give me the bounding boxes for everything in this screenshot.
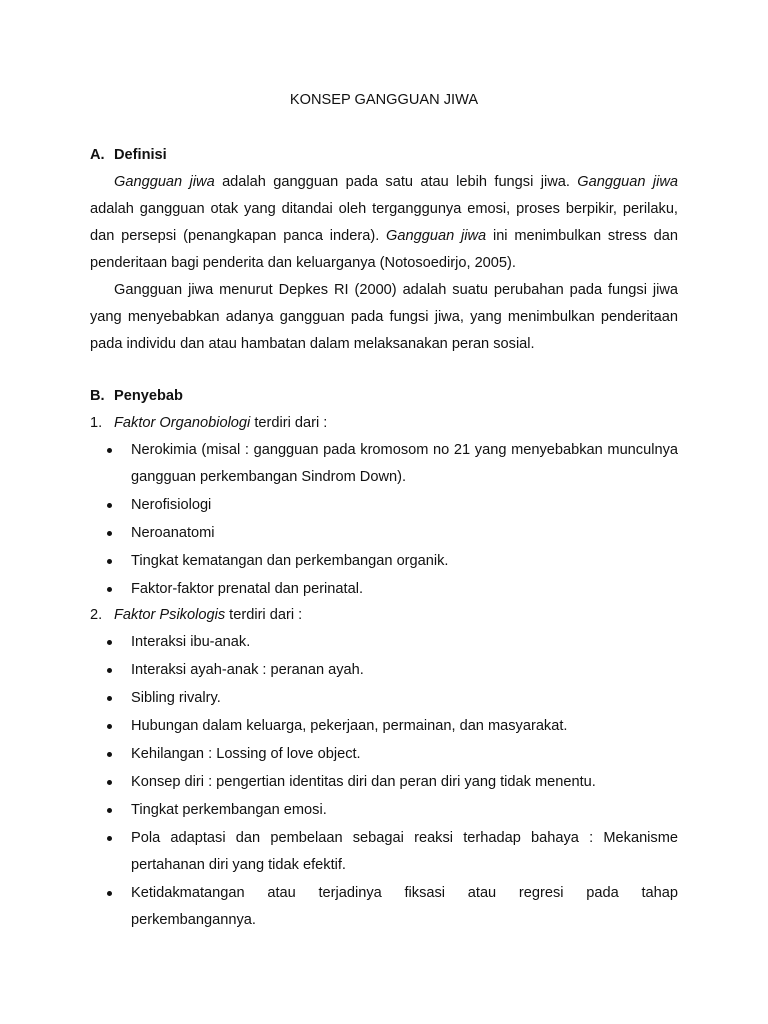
bullet-icon [107,668,112,673]
list-item-text: Neroanatomi [131,525,215,541]
list-item-text-line-2: perkembangannya. [131,912,256,928]
list-item-text: Interaksi ibu-anak. [131,634,251,650]
list-item [90,713,678,740]
definition-text-2: adalah gangguan otak yang ditandai oleh terganggunya emosi, proses berpikir, perilaku, dan persepsi (penangkapan panca indera). [90,201,678,244]
section-b-letter: B. [90,388,105,404]
list-item-text: Nerokimia (misal : gangguan pada kromosom no 21 yang menyebabkan munculnya gangguan perkembangan Sindrom Down). [131,442,678,485]
list-item-text: Nerofisiologi [131,497,212,513]
definition-paragraph-1 [90,169,678,277]
list-item [90,769,678,796]
list-item-text-line-1: Ketidakmatangan atau terjadinya fiksasi atau regresi pada tahap [131,885,678,901]
factor-2-number: 2. [90,607,103,623]
list-item [90,880,678,934]
list-item [90,492,678,519]
definition-text-1: adalah gangguan pada satu atau lebih fungsi jiwa. [214,174,578,190]
definition-text-3: ini menimbulkan stress dan penderitaan bagi penderita dan keluarganya (Notosoedirjo, 2005). [90,228,678,271]
list-item-text: Konsep diri : pengertian identitas diri dan peran diri yang tidak menentu. [131,774,596,790]
factor-1-number: 1. [90,415,103,431]
bullet-icon [107,559,112,564]
section-b-title: Penyebab [114,388,183,404]
list-item [90,797,678,824]
bullet-icon [107,752,112,757]
list-item-text: Hubungan dalam keluarga, pekerjaan, permainan, dan masyarakat. [131,718,568,734]
list-item [90,741,678,768]
list-item-text: Tingkat perkembangan emosi. [131,802,327,818]
bullet-icon [107,780,112,785]
section-a-heading [90,147,167,163]
list-item [90,629,678,656]
factor-1-heading [90,415,327,431]
bullet-icon [107,503,112,508]
section-b-heading [90,388,183,404]
bullet-icon [107,696,112,701]
list-item-text: Tingkat kematangan dan perkembangan organik. [131,553,449,569]
bullet-icon [107,724,112,729]
list-item [90,576,678,603]
list-item [90,685,678,712]
factor-1-list [90,437,678,604]
list-item-text: Kehilangan : Lossing of love object. [131,746,361,762]
bullet-icon [107,891,112,896]
section-a-letter: A. [90,147,105,163]
factor-2-heading [90,607,302,623]
list-item-text: Faktor-faktor prenatal dan perinatal. [131,581,364,597]
list-item [90,548,678,575]
bullet-icon [107,531,112,536]
list-item [90,520,678,547]
document-title: KONSEP GANGGUAN JIWA [289,92,479,108]
factor-2-suffix: terdiri dari : [225,607,303,623]
definition-paragraph-2 [90,277,678,358]
definition-paragraph-2-text: Gangguan jiwa menurut Depkes RI (2000) adalah suatu perubahan pada fungsi jiwa yang menyebabkan adanya gangguan pada fungsi jiwa, yang menimbulkan penderitaan pada individu dan atau hambatan dalam melaksanakan peran sosial. [90,282,678,352]
term-gangguan-jiwa-1: Gangguan jiwa [114,174,215,190]
factor-2-list [90,629,678,935]
factor-1-name: Faktor Organobiologi [114,415,251,431]
list-item-text: Pola adaptasi dan pembelaan sebagai reaksi terhadap bahaya : Mekanisme pertahanan diri yang tidak efektif. [131,830,678,873]
bullet-icon [107,836,112,841]
bullet-icon [107,640,112,645]
list-item-text: Interaksi ayah-anak : peranan ayah. [131,662,364,678]
list-item [90,825,678,879]
bullet-icon [107,587,112,592]
bullet-icon [107,448,112,453]
term-gangguan-jiwa-3: Gangguan jiwa [386,228,487,244]
bullet-icon [107,808,112,813]
list-item [90,657,678,684]
factor-2-name: Faktor Psikologis [114,607,226,623]
section-a-title: Definisi [114,147,167,163]
list-item [90,437,678,491]
factor-1-suffix: terdiri dari : [250,415,328,431]
list-item-text: Sibling rivalry. [131,690,221,706]
term-gangguan-jiwa-2: Gangguan jiwa [577,174,678,190]
